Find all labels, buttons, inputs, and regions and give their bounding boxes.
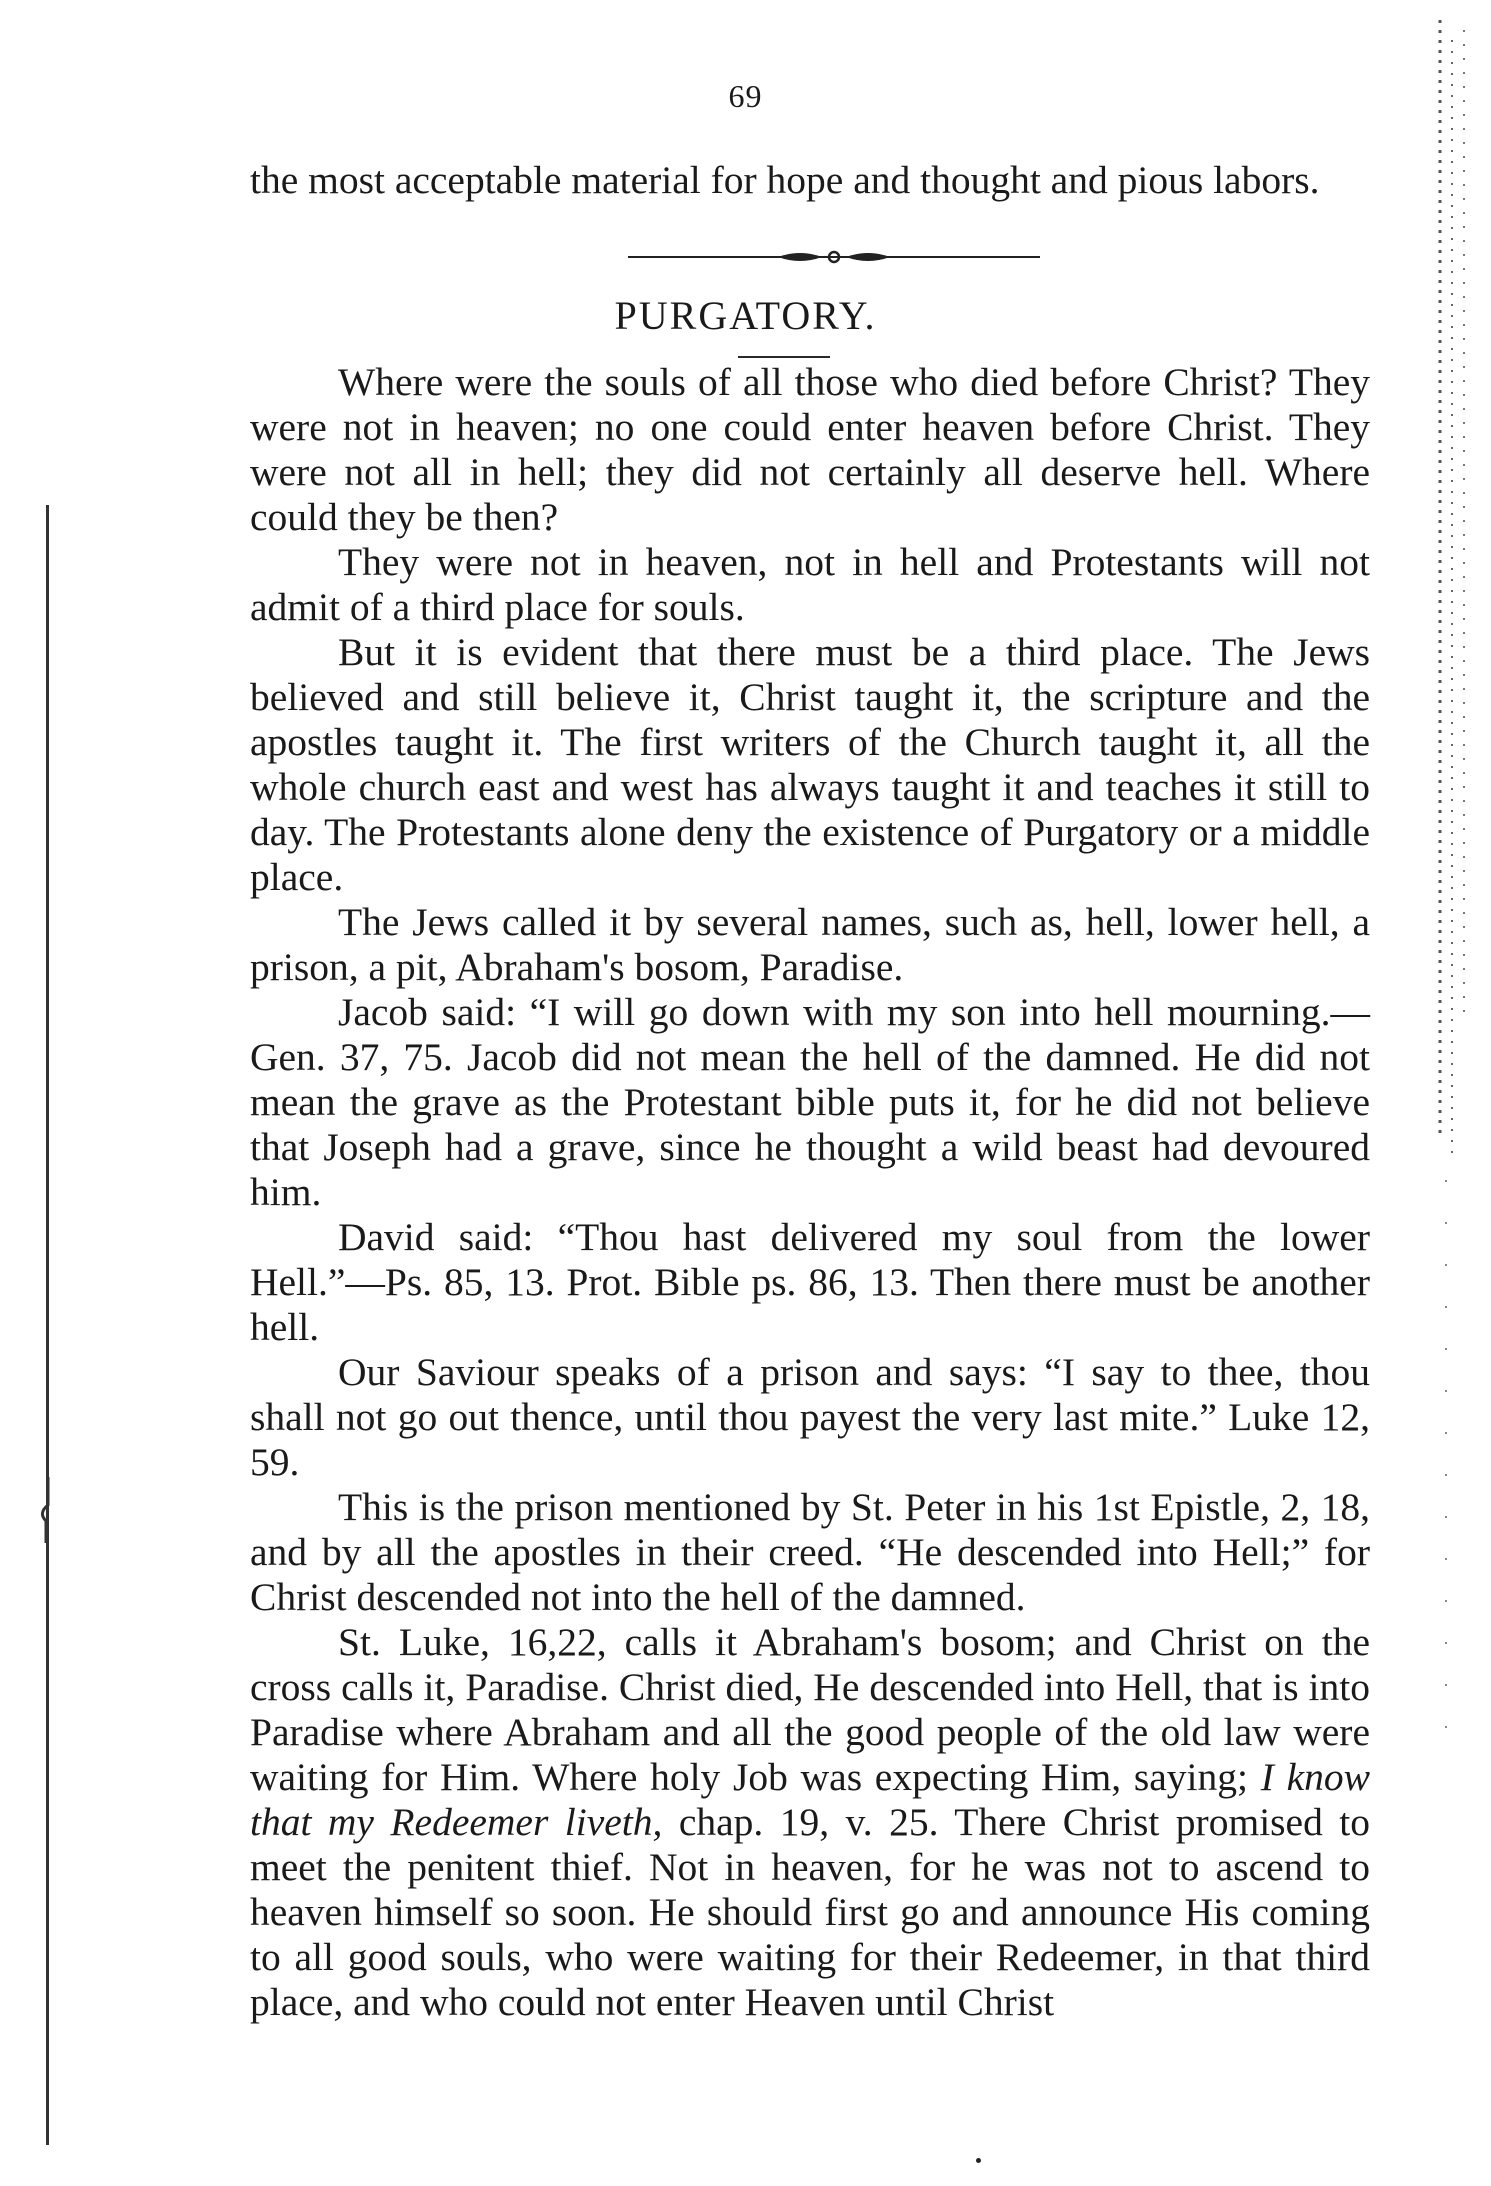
paragraph-text: St. Luke, 16,22, calls it Abraham's bosom; and Christ on the cross calls it, Paradise. Christ died, He descended into Hell, that is into Paradise where Abraham and all the good people of the old law were waiting for Him. Where holy Job was expecting Him, saying; bbox=[250, 1620, 1370, 1799]
right-margin-marks bbox=[1418, 20, 1478, 2130]
paragraph: This is the prison mentioned by St. Peter in his 1st Epistle, 2, 18, and by all the apostles in their creed. “He descended into Hell;” for Christ descended not into the hell of the damned. bbox=[250, 1485, 1370, 1619]
scripture-quote: I know that my Redeemer liveth, bbox=[250, 1755, 1370, 1844]
paragraph: They were not in heaven, not in hell and Protestants will not admit of a third place for souls. bbox=[250, 540, 1370, 629]
ink-speck bbox=[976, 2158, 981, 2163]
paragraph: Jacob said: “I will go down with my son into hell mourning.—Gen. 37, 75. Jacob did not mean the hell of the damned. He did not mean the grave as the Protestant bible puts it, for he did not believe that Joseph had a grave, since he thought a wild beast had devoured him. bbox=[250, 990, 1370, 1214]
paragraph: The Jews called it by several names, such as, hell, lower hell, a prison, a pit, Abraham's bosom, Paradise. bbox=[250, 900, 1370, 989]
ornament-divider bbox=[628, 243, 1040, 271]
paragraph-text: chap. 19, v. 25. There Christ promised to meet the penitent thief. Not in heaven, for he was not to ascend to heaven himself so soon. He should first go and announce His coming to all good souls, who were waiting for their Redeemer, in that third place, and who could not enter Heaven until Christ bbox=[250, 1800, 1370, 2024]
page-number: 69 bbox=[728, 78, 763, 114]
intro-text bbox=[250, 158, 1370, 203]
paragraph: Where were the souls of all those who died before Christ? They were not in heaven; no one could enter heaven before Christ. They were not all in hell; they did not certainly all deserve hell. Where could they be then? bbox=[250, 360, 1370, 539]
paragraph bbox=[250, 1620, 1370, 2025]
body-text bbox=[250, 360, 1370, 2025]
paragraph: Our Saviour speaks of a prison and says: “I say to thee, thou shall not go out thence, until thou payest the very last mite.” Luke 12, 59. bbox=[250, 1350, 1370, 1484]
section-heading: PURGATORY. bbox=[614, 293, 877, 338]
paragraph: David said: “Thou hast delivered my soul from the lower Hell.”—Ps. 85, 13. Prot. Bible ps. 86, 13. Then there must be another hell. bbox=[250, 1215, 1370, 1349]
left-margin-flourish bbox=[30, 1475, 60, 1545]
paragraph: But it is evident that there must be a third place. The Jews believed and still believe it, Christ taught it, the scripture and the apostles taught it. The first writers of the Church taught it, all the whole church east and west has always taught it and teaches it still to day. The Protestants alone deny the existence of Purgatory or a middle place. bbox=[250, 630, 1370, 899]
intro-paragraph: the most acceptable material for hope and thought and pious labors. bbox=[250, 158, 1320, 202]
left-margin-line bbox=[46, 505, 49, 2145]
heading-rule bbox=[738, 356, 830, 358]
